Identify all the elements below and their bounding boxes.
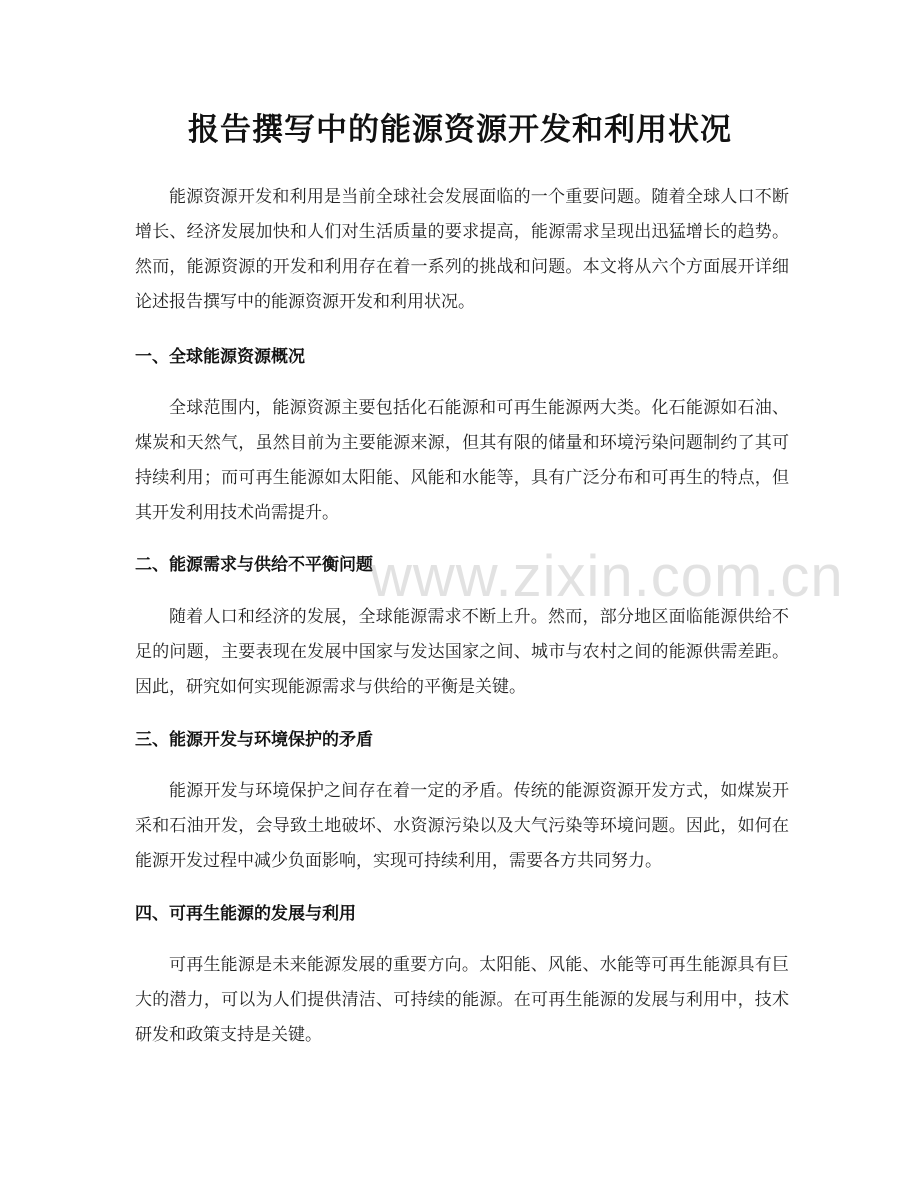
section-1-paragraph: 全球范围内，能源资源主要包括化石能源和可再生能源两大类。化石能源如石油、煤炭和天然气，虽然目前为主要能源来源，但其有限的储量和环境污染问题制约了其可持续利用；而可再生能源如太阳能、风能和水能等，具有广泛分布和可再生的特点，但其开发利用技术尚需提升。 — [135, 398, 789, 523]
document-title: 报告撰写中的能源资源开发和利用状况 — [188, 112, 732, 148]
section-3-heading: 三、能源开发与环境保护的矛盾 — [135, 730, 373, 750]
intro-paragraph: 能源资源开发和利用是当前全球社会发展面临的一个重要问题。随着全球人口不断增长、经济发展加快和人们对生活质量的要求提高，能源需求呈现出迅猛增长的趋势。然而，能源资源的开发和利用存在着一系列的挑战和问题。本文将从六个方面展开详细论述报告撰写中的能源资源开发和利用状况。 — [135, 187, 789, 312]
section-1-heading: 一、全球能源资源概况 — [135, 347, 305, 367]
section-3-paragraph: 能源开发与环境保护之间存在着一定的矛盾。传统的能源资源开发方式，如煤炭开采和石油开发，会导致土地破坏、水资源污染以及大气污染等环境问题。因此，如何在能源开发过程中减少负面影响，实现可持续利用，需要各方共同努力。 — [135, 781, 789, 871]
section-4-paragraph: 可再生能源是未来能源发展的重要方向。太阳能、风能、水能等可再生能源具有巨大的潜力，可以为人们提供清洁、可持续的能源。在可再生能源的发展与利用中，技术研发和政策支持是关键。 — [135, 955, 789, 1045]
watermark-text: www.zixin.com.cn — [370, 544, 844, 609]
section-2-paragraph: 随着人口和经济的发展，全球能源需求不断上升。然而，部分地区面临能源供给不足的问题，主要表现在发展中国家与发达国家之间、城市与农村之间的能源供需差距。因此，研究如何实现能源需求与供给的平衡是关键。 — [135, 607, 789, 697]
section-4-heading: 四、可再生能源的发展与利用 — [135, 904, 356, 924]
section-2-heading: 二、能源需求与供给不平衡问题 — [135, 555, 373, 575]
